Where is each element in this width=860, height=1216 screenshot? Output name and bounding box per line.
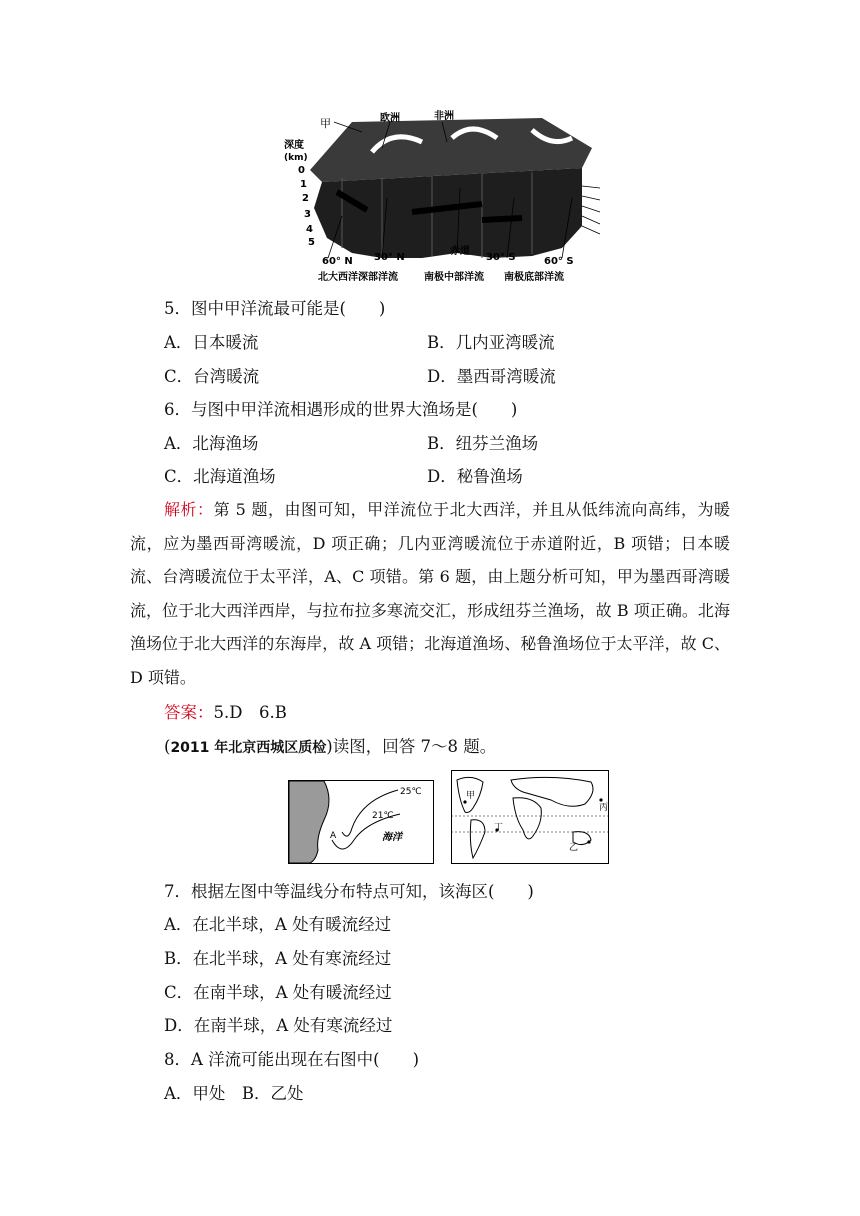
label-60n: 60° N	[322, 256, 353, 267]
label-30n: 30° N	[374, 252, 405, 263]
label-point-a: A	[330, 831, 337, 841]
q6-option-d: D．秘鲁渔场	[427, 467, 523, 486]
depth-2: 2	[302, 193, 309, 204]
depth-title: 深度	[284, 140, 304, 151]
source-open: (	[164, 737, 171, 756]
depth-4: 4	[306, 224, 313, 235]
q6-option-a: A．北海渔场	[164, 434, 259, 453]
deep-current-arrow	[482, 218, 522, 220]
depth-3: 3	[304, 209, 311, 220]
analysis-paragraph	[130, 493, 730, 694]
q5-option-b: B．几内亚湾暖流	[427, 333, 555, 352]
q7-option-a: A．在北半球，A 处有暖流经过	[164, 915, 392, 934]
label-ocean: 海洋	[382, 832, 402, 843]
q8-options: A．甲处 B．乙处	[164, 1084, 304, 1103]
label-21c: 21℃	[372, 811, 394, 821]
label-jia: 甲	[320, 117, 331, 130]
q5-option-c: C．台湾暖流	[164, 367, 260, 386]
label-25c: 25℃	[400, 787, 422, 797]
answer-label: 答案：	[164, 703, 214, 722]
q7-option-d: D．在南半球，A 处有寒流经过	[164, 1016, 393, 1035]
depth-1: 1	[300, 179, 307, 190]
q6-stem: 6．与图中甲洋流相遇形成的世界大渔场是( )	[164, 400, 518, 419]
depth-0: 0	[298, 165, 305, 176]
label-equator: 赤道	[450, 246, 470, 257]
q6-option-b: B．纽芬兰渔场	[427, 434, 539, 453]
label-europe: 欧洲	[380, 113, 400, 124]
depth-unit: (km)	[284, 153, 308, 163]
label-60s: 60° S	[544, 256, 574, 267]
answer-line	[164, 703, 287, 723]
label-africa: 非洲	[434, 111, 454, 122]
world-map	[451, 770, 609, 864]
q7-option-b: B．在北半球，A 处有寒流经过	[164, 949, 392, 968]
label-yi: 乙	[569, 843, 579, 853]
depth-5: 5	[308, 237, 315, 248]
block-front-face	[314, 168, 582, 258]
label-north-atlantic-deep: 北大西洋深部洋流	[318, 272, 398, 283]
label-30s: 30° S	[486, 252, 516, 263]
q7-stem: 7．根据左图中等温线分布特点可知，该海区( )	[164, 882, 534, 901]
ocean-section-figure	[282, 108, 602, 286]
q8-stem: 8．A 洋流可能出现在右图中( )	[164, 1050, 420, 1069]
q7-option-c: C．在南半球，A 处有暖流经过	[164, 983, 392, 1002]
analysis-label: 解析：	[164, 500, 214, 519]
q5-option-d: D．墨西哥湾暖流	[427, 367, 556, 386]
analysis-text: 第 5 题，由图可知，甲洋流位于北大西洋，并且从低纬流向高纬，为暖流，应为墨西哥湾暖流，D 项正确；几内亚湾暖流位于赤道附近，B 项错；日本暖流、台湾暖流位于太平洋，A、C 项错。第 6 题，由上题分析可知，甲为墨西哥湾暖流，位于北大西洋西岸，与拉布拉多寒流交汇，形成纽芬兰渔场，故 B 项正确。北海渔场位于北大西洋的东海岸，故 A 项错；北海道渔场、秘鲁渔场位于太平洋，故 C、D 项错。	[130, 500, 730, 687]
source-rest: )读图，回答 7～8 题。	[326, 737, 497, 756]
q6-option-c: C．北海道渔场	[164, 467, 276, 486]
label-jia: 甲	[466, 791, 476, 801]
answer-text: 5.D 6.B	[213, 703, 287, 722]
q5-stem: 5．图中甲洋流最可能是( )	[164, 299, 386, 318]
label-bing: 丙	[599, 803, 609, 813]
isotherm-map	[288, 780, 434, 864]
label-antarctic-bottom: 南极底部洋流	[504, 272, 564, 283]
source-text: 2011 年北京西城区质检	[170, 740, 327, 756]
q5-option-a: A．日本暖流	[164, 333, 259, 352]
label-antarctic-mid: 南极中部洋流	[424, 272, 484, 283]
source-line	[164, 737, 496, 758]
label-ding: 丁	[494, 823, 504, 833]
